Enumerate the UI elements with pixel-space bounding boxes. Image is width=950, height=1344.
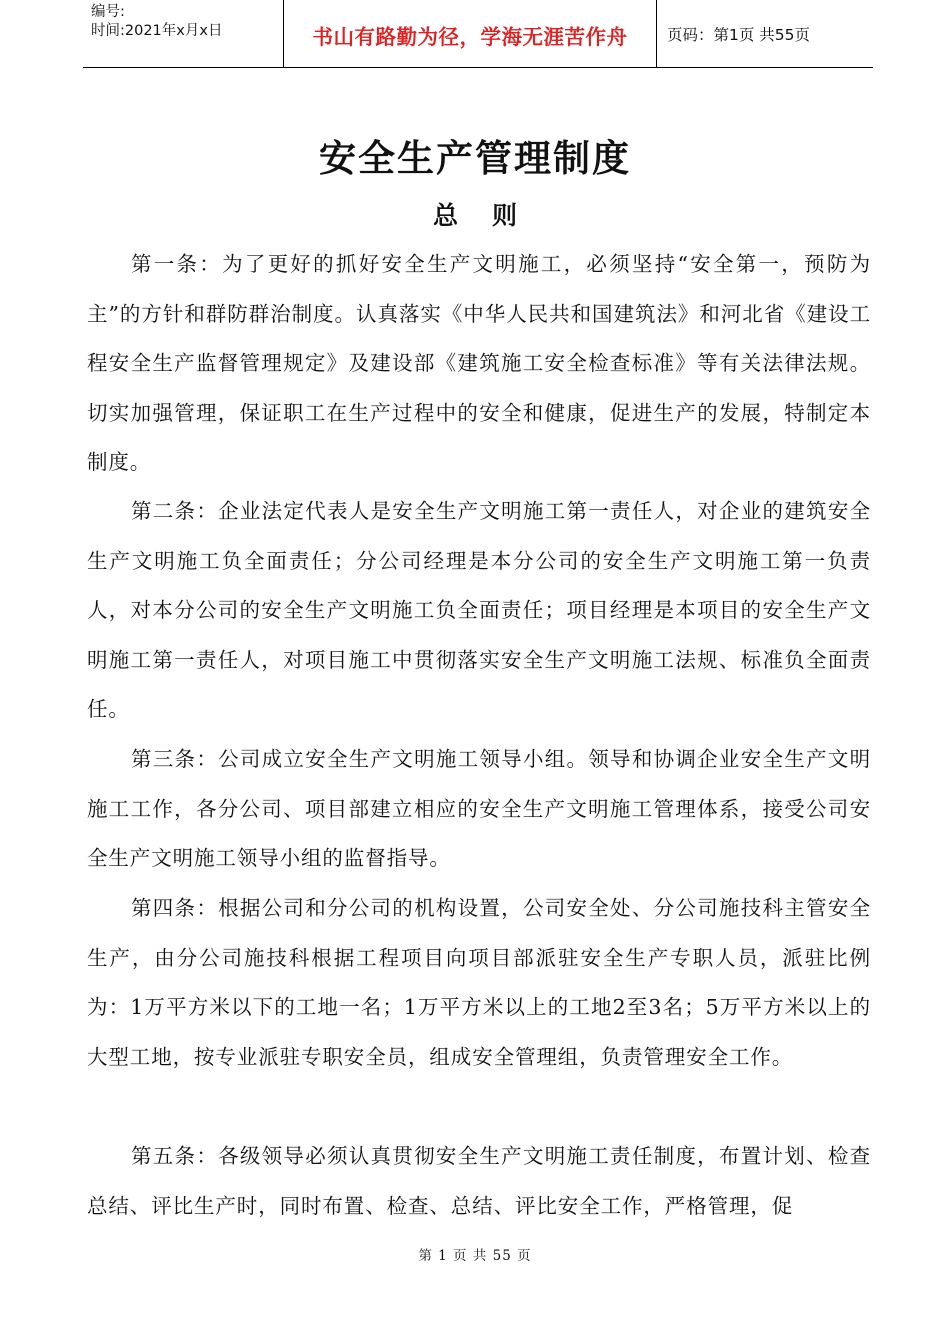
page-footer: 第 1 页 共 55 页: [418, 1248, 532, 1264]
section-title: 总则: [432, 201, 551, 230]
article-paragraph-3: 第三条：公司成立安全生产文明施工领导小组。领导和协调企业安全生产文明施工工作，各分公司、项目部建立相应的安全生产文明施工管理体系，接受公司安全生产文明施工领导小组的监督指导。: [87, 747, 871, 870]
time-label: 时间:2021年x月x日: [91, 23, 223, 39]
header-motto: 书山有路勤为径，学海无涯苦作舟: [284, 0, 657, 68]
header-page-info: 页码：第1页 共55页: [667, 26, 811, 44]
header-meta: [83, 0, 284, 68]
article-paragraph-1: 第一条：为了更好的抓好安全生产文明施工，必须坚持“安全第一，预防为主”的方针和群防群治制度。认真落实《中华人民共和国建筑法》和河北省《建设工程安全生产监督管理规定》及建设部《建筑施工安全检查标准》等有关法律法规。切实加强管理，保证职工在生产过程中的安全和健康，促进生产的发展，特制定本制度。: [87, 252, 871, 474]
page-header: [83, 0, 873, 68]
number-label: 编号:: [91, 4, 125, 20]
article-paragraph-4: 第四条：根据公司和分公司的机构设置，公司安全处、分公司施技科主管安全生产，由分公司施技科根据工程项目向项目部派驻安全生产专职人员，派驻比例为：1万平方米以下的工地一名；1万平方米以上的工地2至3名；5万平方米以上的大型工地，按专业派驻专职安全员，组成安全管理组，负责管理安全工作。: [87, 896, 871, 1069]
article-paragraph-5: 第五条：各级领导必须认真贯彻安全生产文明施工责任制度，布置计划、检查总结、评比生产时，同时布置、检查、总结、评比安全工作，严格管理，促: [87, 1144, 871, 1218]
article-paragraph-2: 第二条：企业法定代表人是安全生产文明施工第一责任人，对企业的建筑安全生产文明施工负全面责任；分公司经理是本分公司的安全生产文明施工第一负责人，对本分公司的安全生产文明施工负全面责任；项目经理是本项目的安全生产文明施工第一责任人，对项目施工中贯彻落实安全生产文明施工法规、标准负全面责任。: [87, 499, 871, 721]
document-title: 安全生产管理制度: [319, 136, 631, 180]
